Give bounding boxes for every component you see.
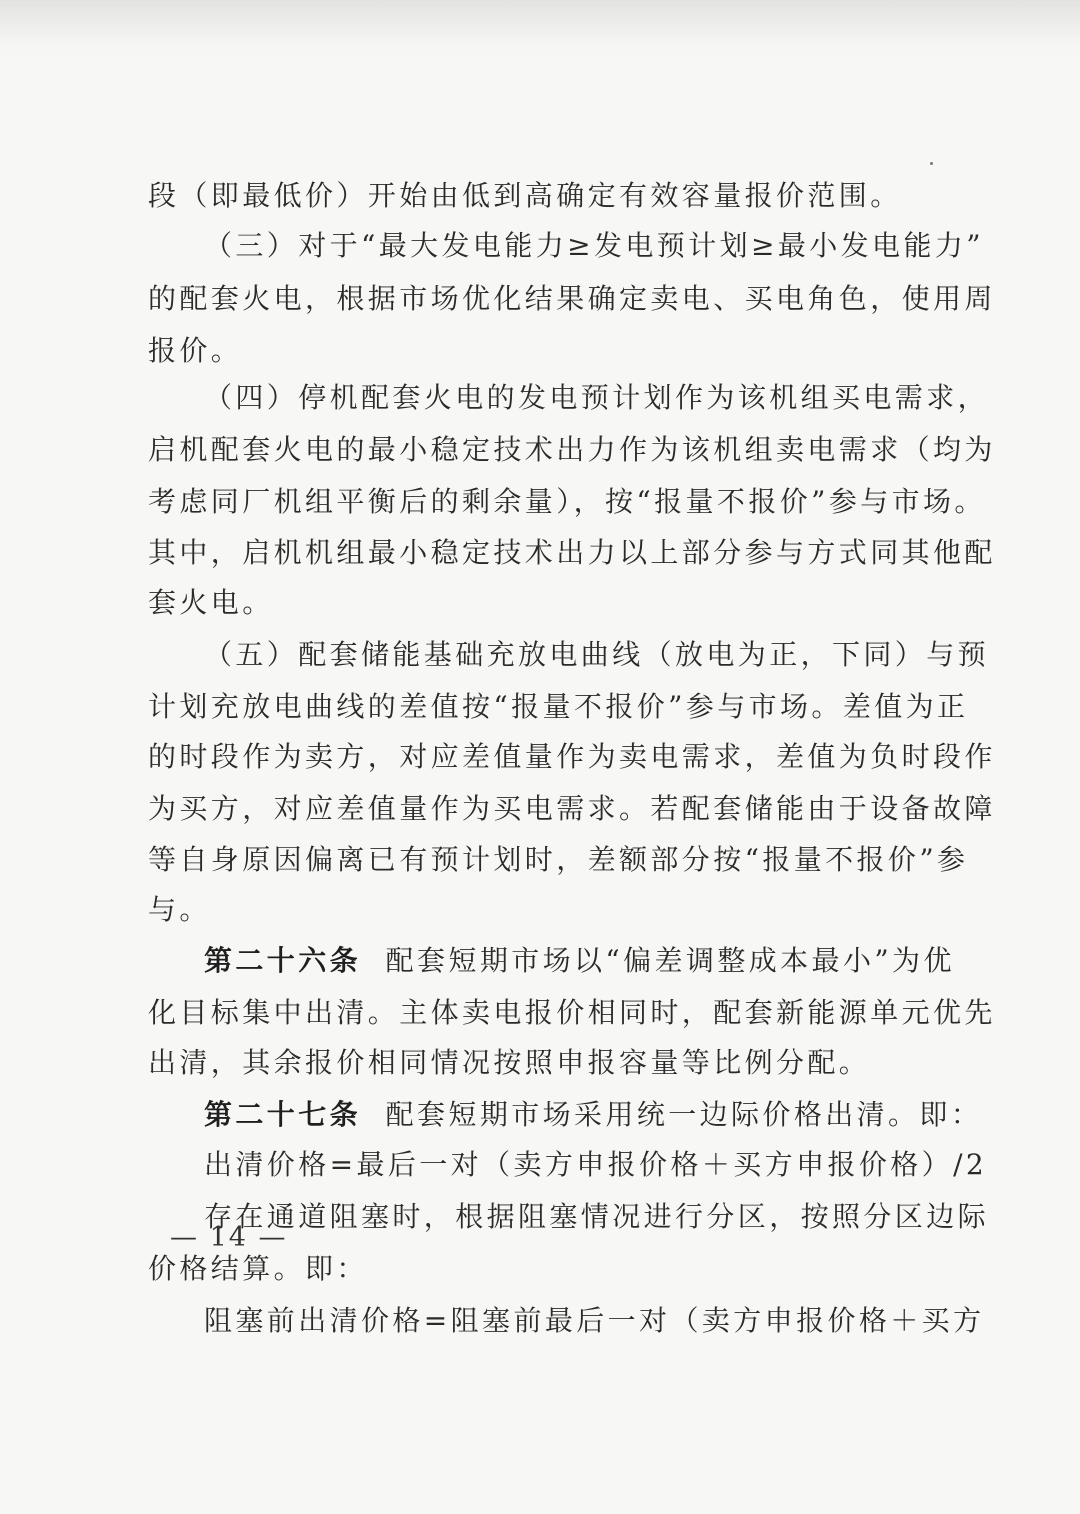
body-line: 的时段作为卖方，对应差值量作为卖电需求，差值为负时段作	[148, 740, 996, 773]
body-line: 启机配套火电的最小稳定技术出力作为该机组卖电需求（均为	[148, 433, 996, 466]
body-line: 考虑同厂机组平衡后的剩余量），按“报量不报价”参与市场。	[148, 485, 986, 518]
body-line: 化目标集中出清。主体卖电报价相同时，配套新能源单元优先	[148, 996, 996, 1029]
formula-line: 出清价格=最后一对（卖方申报价格＋买方申报价格）/2	[204, 1148, 988, 1181]
article-text: 配套短期市场采用统一边际价格出清。即：	[385, 1098, 983, 1131]
body-line: 出清，其余报价相同情况按照申报容量等比例分配。	[148, 1046, 871, 1079]
body-line: 的配套火电，根据市场优化结果确定卖电、买电角色，使用周	[148, 282, 996, 315]
article-text: 配套短期市场以“偏差调整成本最小”为优	[385, 944, 955, 977]
body-line: （四）停机配套火电的发电预计划作为该机组买电需求，	[204, 381, 990, 414]
body-line: 计划充放电曲线的差值按“报量不报价”参与市场。差值为正	[148, 690, 969, 723]
page-number: — 14 —	[170, 1222, 288, 1253]
body-line: 为买方，对应差值量作为买电需求。若配套储能由于设备故障	[148, 792, 996, 825]
body-line: 与。	[148, 893, 211, 926]
body-line: 报价。	[148, 334, 243, 367]
body-line: 套火电。	[148, 586, 274, 619]
body-line: 存在通道阻塞时，根据阻塞情况进行分区，按照分区边际	[204, 1200, 990, 1233]
article-heading: 第二十六条	[204, 944, 362, 977]
body-line: 其中，启机机组最小稳定技术出力以上部分参与方式同其他配	[148, 536, 996, 569]
scan-shadow	[0, 0, 1080, 40]
scan-speck	[930, 162, 933, 165]
formula-line: 阻塞前出清价格=阻塞前最后一对（卖方申报价格＋买方	[204, 1304, 985, 1337]
body-line: （三）对于“最大发电能力≥发电预计划≥最小发电能力”	[204, 229, 984, 262]
body-line: 价格结算。即：	[148, 1252, 368, 1285]
body-line: 等自身原因偏离已有预计划时，差额部分按“报量不报价”参	[148, 843, 969, 876]
article-line	[204, 941, 955, 981]
body-line: （五）配套储能基础充放电曲线（放电为正，下同）与预	[204, 638, 990, 671]
body-line: 段（即最低价）开始由低到高确定有效容量报价范围。	[148, 179, 902, 212]
article-line	[204, 1095, 983, 1135]
article-heading: 第二十七条	[204, 1098, 362, 1131]
